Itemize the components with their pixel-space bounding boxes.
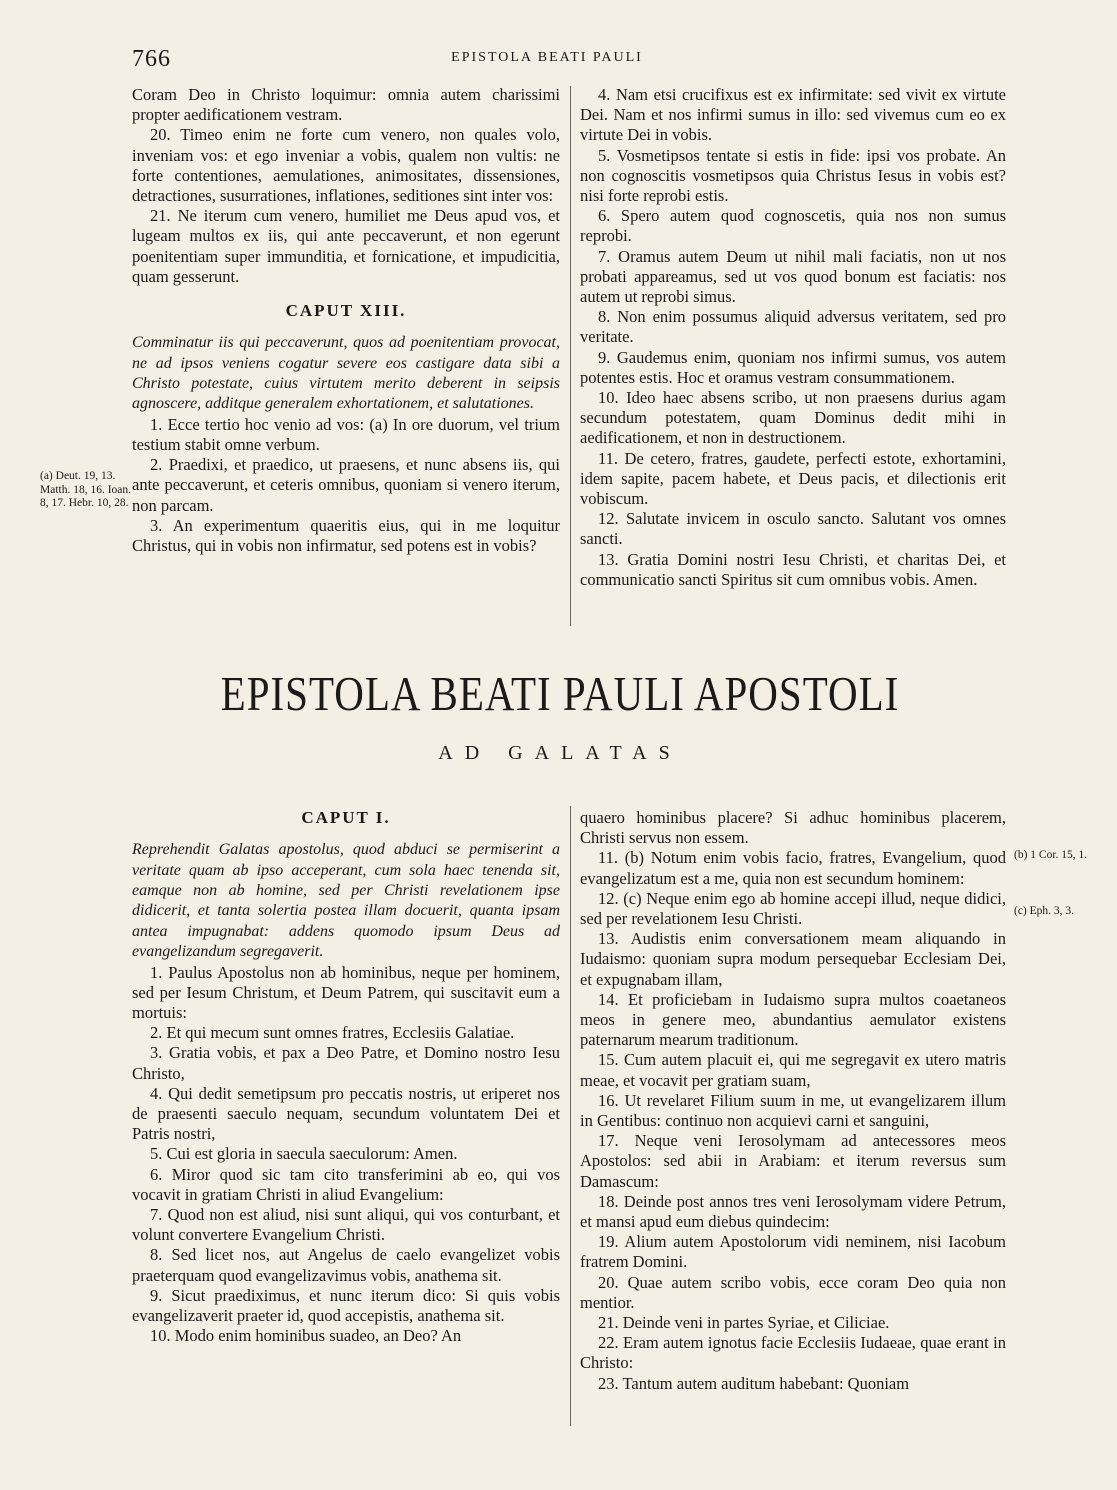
verse: 4. Nam etsi crucifixus est ex infirmitate: sed vivit ex virtute Dei. Nam et nos infirmi sumus in illo: sed vivemus cum eo ex virtute Dei in vobis. bbox=[580, 85, 1006, 145]
verse: 2. Praedixi, et praedico, ut praesens, et nunc absens iis, qui ante peccaverunt, et ceteris omnibus, quoniam si venero iterum, non parcam. bbox=[132, 455, 560, 515]
chapter-heading: CAPUT XIII. bbox=[285, 301, 407, 321]
verse: 16. Ut revelaret Filium suum in me, ut evangelizarem illum in Gentibus: continuo non acquievi carni et sanguini, bbox=[580, 1090, 1006, 1131]
verse: 10. Ideo haec absens scribo, ut non praesens durius agam secundum potestatem, quam Dominus dedit mihi in aedificationem, et non in destructionem. bbox=[580, 388, 1006, 448]
verse: 3. An experimentum quaeritis eius, qui in me loquitur Christus, qui in vobis non infirmatur, sed potens est in vobis? bbox=[132, 515, 560, 556]
verse: 20. Quae autem scribo vobis, ecce coram Deo quia non mentior. bbox=[580, 1272, 1006, 1312]
verse: 21. Deinde veni in partes Syriae, et Ciliciae. bbox=[598, 1313, 890, 1333]
verse: 6. Spero autem quod cognoscetis, quia nos non sumus reprobi. bbox=[580, 206, 1006, 246]
verse-continuation: Coram Deo in Christo loquimur: omnia autem charissimi propter aedificationem vestram. bbox=[132, 85, 560, 125]
verse: 5. Cui est gloria in saecula saeculorum: Amen. bbox=[150, 1144, 458, 1164]
running-head bbox=[132, 46, 1012, 72]
verse: 12. (c) Neque enim ego ab homine accepi illud, neque didici, sed per revelationem Iesu Christi. bbox=[580, 888, 1006, 929]
verse: 17. Neque veni Ierosolymam ad antecessores meos Apostolos: sed abii in Arabiam: et iterum reversus sum Damascum: bbox=[580, 1131, 1006, 1191]
chapter-summary: Comminatur iis qui peccaverunt, quos ad poenitentiam provocat, ne ad ipsos veniens cogatur severe eos castigare data sibi a Christo potestate, cuius virtutem merito deberent in seipsis agnoscere, additque generalem exhortationem, et salutationes. bbox=[132, 334, 560, 413]
margin-note: (a) Deut. 19, 13. Matth. 18, 16. Ioan. 8, 17. Hebr. 10, 28. bbox=[40, 470, 132, 510]
verse: 4. Qui dedit semetipsum pro peccatis nostris, ut eriperet nos de praesenti saeculo nequam, secundum voluntatem Dei et Patris nostri, bbox=[132, 1083, 560, 1144]
verse: 23. Tantum autem auditum habebant: Quoniam bbox=[598, 1373, 910, 1393]
margin-note: (c) Eph. 3, 3. bbox=[1014, 905, 1075, 917]
verse: 12. Salutate invicem in osculo sancto. Salutant vos omnes sancti. bbox=[580, 509, 1006, 549]
verse: 9. Sicut praediximus, et nunc iterum dico: Si quis vobis evangelizaverit praeter id, quod accepistis, anathema sit. bbox=[132, 1285, 560, 1326]
top-left-column bbox=[132, 85, 560, 556]
verse: 18. Deinde post annos tres veni Ierosolymam videre Petrum, et mansi apud eum diebus quindecim: bbox=[580, 1191, 1006, 1232]
margin-note: (b) 1 Cor. 15, 1. bbox=[1014, 849, 1088, 861]
bottom-left-column bbox=[132, 808, 560, 1347]
verse: 11. De cetero, fratres, gaudete, perfecti estote, exhortamini, idem sapite, pacem habete, et Deus pacis, et dilectionis erit vobiscum. bbox=[580, 448, 1006, 509]
verse: 22. Eram autem ignotus facie Ecclesiis Iudaeae, quae erant in Christo: bbox=[580, 1333, 1006, 1373]
verse: 5. Vosmetipsos tentate si estis in fide: ipsi vos probate. An non cognoscitis vosmetipsos quia Christus Iesus in vobis est? nisi forte reprobi estis. bbox=[580, 145, 1006, 206]
epistle-subtitle: AD GALATAS bbox=[438, 742, 682, 764]
chapter-heading: CAPUT I. bbox=[301, 808, 391, 827]
verse: 7. Quod non est aliud, nisi sunt aliqui, qui vos conturbant, et volunt convertere Evangelium Christi. bbox=[132, 1205, 560, 1245]
verse: 13. Audistis enim conversationem meam aliquando in Iudaismo: quoniam supra modum persequebar Ecclesiam Dei, et expugnabam illam, bbox=[580, 929, 1006, 989]
verse: 1. Ecce tertio hoc venio ad vos: (a) In ore duorum, vel trium testium stabit omne verbum. bbox=[132, 414, 560, 455]
verse: 8. Non enim possumus aliquid adversus veritatem, sed pro veritate. bbox=[580, 307, 1006, 347]
verse: 1. Paulus Apostolus non ab hominibus, neque per hominem, sed per Iesum Christum, et Deum Patrem, qui suscitavit eum a mortuis: bbox=[132, 962, 560, 1023]
verse: 6. Miror quod sic tam cito transferimini ab eo, qui vos vocavit in gratiam Christi in aliud Evangelium: bbox=[132, 1164, 560, 1204]
verse: 20. Timeo enim ne forte cum venero, non quales volo, inveniam vos: et ego inveniar a vobis, qualem non vultis: ne forte contentiones, aemulationes, animositates, dissensiones, detractiones, susurrationes, inflationes, seditiones sint inter vos: bbox=[132, 125, 560, 206]
bottom-right-column bbox=[580, 808, 1006, 1394]
top-right-column bbox=[580, 85, 1006, 590]
verse: 19. Alium autem Apostolorum vidi neminem, nisi Iacobum fratrem Domini. bbox=[580, 1232, 1006, 1272]
verse: 8. Sed licet nos, aut Angelus de caelo evangelizet vobis praeterquam quod evangelizavimus vobis, anathema sit. bbox=[132, 1245, 560, 1285]
verse: 9. Gaudemus enim, quoniam nos infirmi sumus, vos autem potentes estis. Hoc et oramus vestram consummationem. bbox=[580, 347, 1006, 387]
running-title: EPISTOLA BEATI PAULI bbox=[451, 50, 643, 65]
chapter-summary: Reprehendit Galatas apostolus, quod abduci se permiserint a veritate quam ab ipso acceperant, cum sola haec tenenda sit, eamque non ab homine, sed per Christi revelationem ipse didicerit, et tanta solertia postea illam docuerit, quanta ipsam antea impugnabat: addens quomodo ipsum Deus ad evangelizandum segregaverit. bbox=[132, 841, 560, 961]
verse: 14. Et proficiebam in Iudaismo supra multos coaetaneos meos in genere meo, abundantius aemulator existens paternarum mearum traditionum. bbox=[580, 989, 1006, 1050]
page-number: 766 bbox=[132, 46, 171, 72]
verse: 10. Modo enim hominibus suadeo, an Deo? An bbox=[150, 1326, 462, 1346]
verse: 21. Ne iterum cum venero, humiliet me Deus apud vos, et lugeam multos ex iis, qui ante peccaverunt, et non egerunt poenitentiam super immunditia, et fornicatione, et impudicitia, quam gesserunt. bbox=[132, 206, 560, 286]
epistle-title: EPISTOLA BEATI PAULI APOSTOLI bbox=[220, 666, 900, 721]
verse: 15. Cum autem placuit ei, qui me segregavit ex utero matris meae, et vocavit per gratiam suam, bbox=[580, 1050, 1006, 1090]
column-divider bbox=[570, 86, 571, 626]
verse-continuation: quaero hominibus placere? Si adhuc hominibus placerem, Christi servus non essem. bbox=[580, 808, 1006, 848]
column-divider bbox=[570, 806, 571, 1426]
verse: 11. (b) Notum enim vobis facio, fratres, Evangelium, quod evangelizatum est a me, quia non est secundum hominem: bbox=[580, 848, 1006, 888]
verse: 7. Oramus autem Deum ut nihil mali faciatis, non ut nos probati appareamus, sed ut vos quod bonum est faciatis: nos autem ut reprobi simus. bbox=[580, 246, 1006, 307]
verse: 13. Gratia Domini nostri Iesu Christi, et charitas Dei, et communicatio sancti Spiritus sit cum omnibus vobis. Amen. bbox=[580, 549, 1006, 589]
verse: 2. Et qui mecum sunt omnes fratres, Ecclesiis Galatiae. bbox=[150, 1023, 515, 1043]
verse: 3. Gratia vobis, et pax a Deo Patre, et Domino nostro Iesu Christo, bbox=[132, 1043, 560, 1083]
